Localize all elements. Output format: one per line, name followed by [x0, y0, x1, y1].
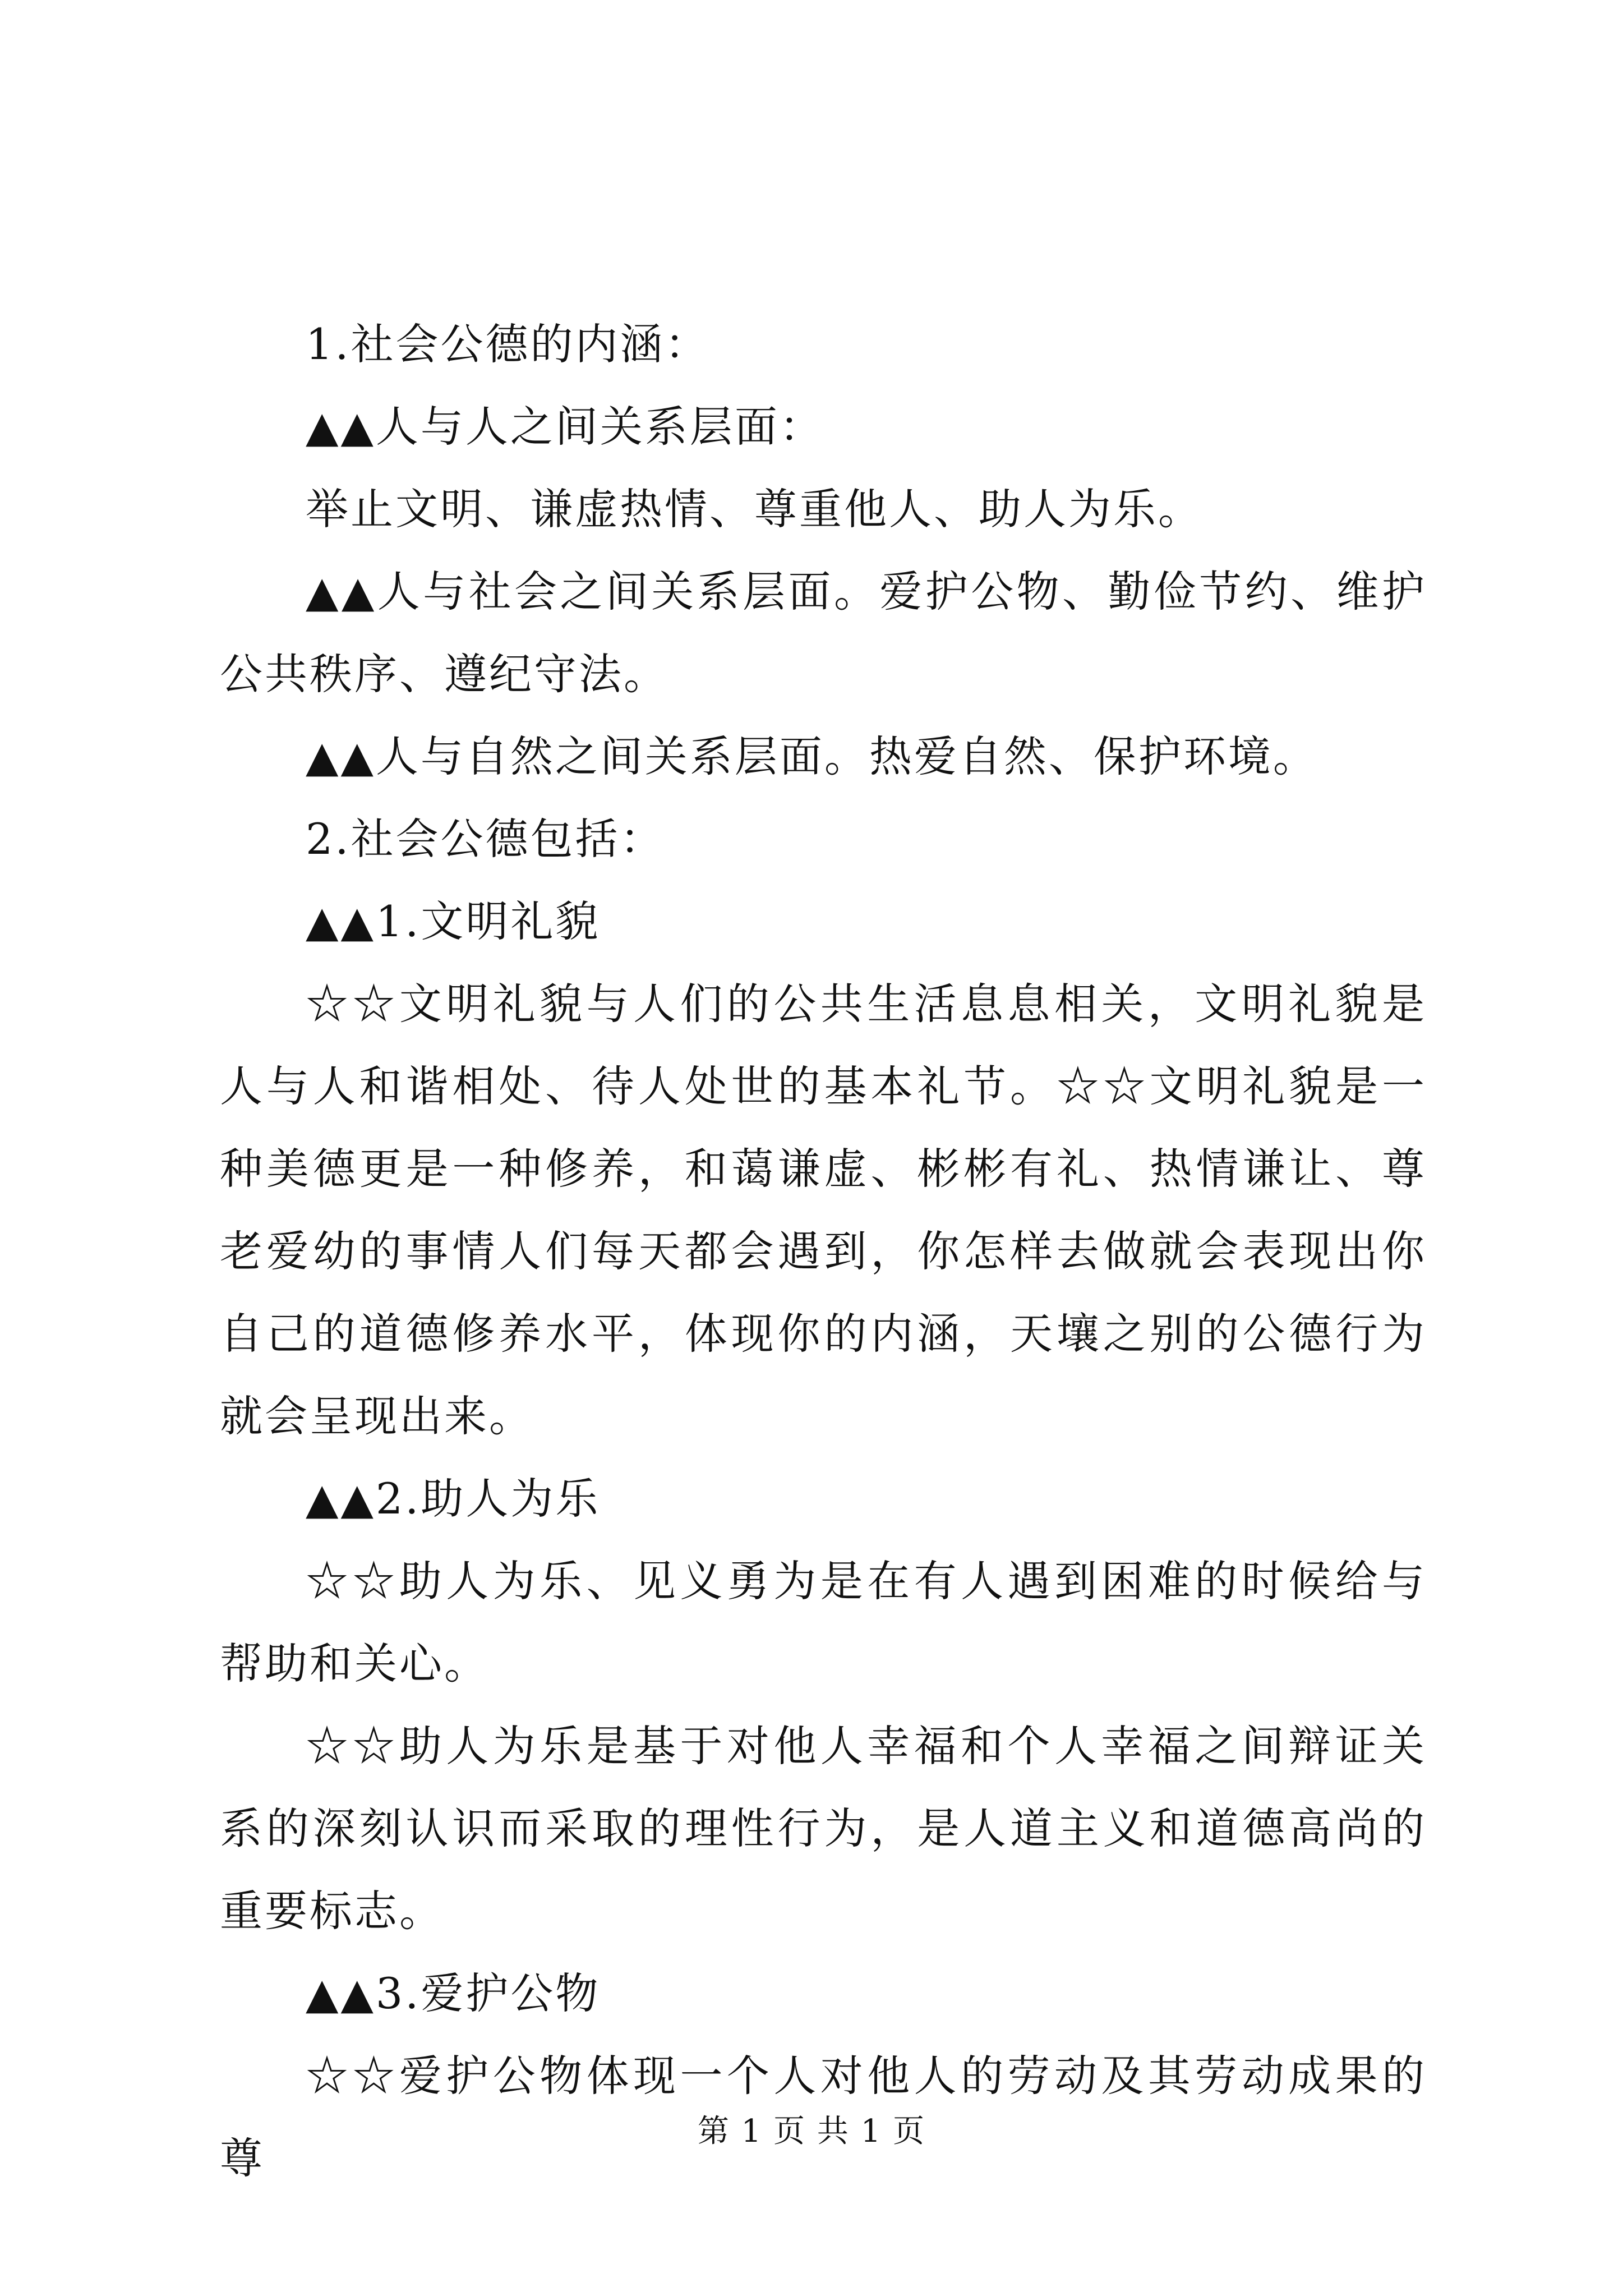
- subheading-public-property: ▲▲3.爱护公物: [306, 1968, 601, 2018]
- subheading-civility: ▲▲1.文明礼貌: [306, 896, 601, 946]
- paragraph: ☆☆助人为乐是基于对他人幸福和个人幸福之间辩证关系的深刻认识而采取的理性行为，是人道主义和道德高尚的重要标志。: [220, 1721, 1427, 1936]
- paragraph: ☆☆助人为乐、见义勇为是在有人遇到困难的时候给与帮助和关心。: [220, 1556, 1427, 1688]
- subheading-nature-level: ▲▲人与自然之间关系层面。热爱自然、保护环境。: [306, 731, 1318, 781]
- subheading-helping-others: ▲▲2.助人为乐: [306, 1474, 601, 1524]
- subheading-interpersonal-level: ▲▲人与人之间关系层面：: [306, 402, 824, 452]
- page-number-label: 第 1 页 共 1 页: [697, 2113, 926, 2150]
- paragraph: ☆☆爱护公物体现一个人对他人的劳动及其劳动成果的尊: [220, 2051, 1427, 2183]
- paragraph: 举止文明、谦虚热情、尊重他人、助人为乐。: [306, 484, 1203, 534]
- heading-social-morality-meaning: 1.社会公德的内涵：: [306, 319, 710, 369]
- page-footer: [0, 2109, 1623, 2154]
- document-body: [220, 303, 1427, 2200]
- paragraph: ☆☆文明礼貌与人们的公共生活息息相关，文明礼貌是人与人和谐相处、待人处世的基本礼节。☆☆文明礼貌是一种美德更是一种修养，和蔼谦虚、彬彬有礼、热情谦让、尊老爱幼的事情人们每天都会遇到，你怎样去做就会表现出你自己的道德修养水平，体现你的内涵，天壤之别的公德行为就会呈现出来。: [220, 979, 1427, 1441]
- heading-social-morality-includes: 2.社会公德包括：: [306, 814, 665, 864]
- subheading-society-level: ▲▲人与社会之间关系层面。爱护公物、勤俭节约、维护公共秩序、遵纪守法。: [220, 567, 1427, 699]
